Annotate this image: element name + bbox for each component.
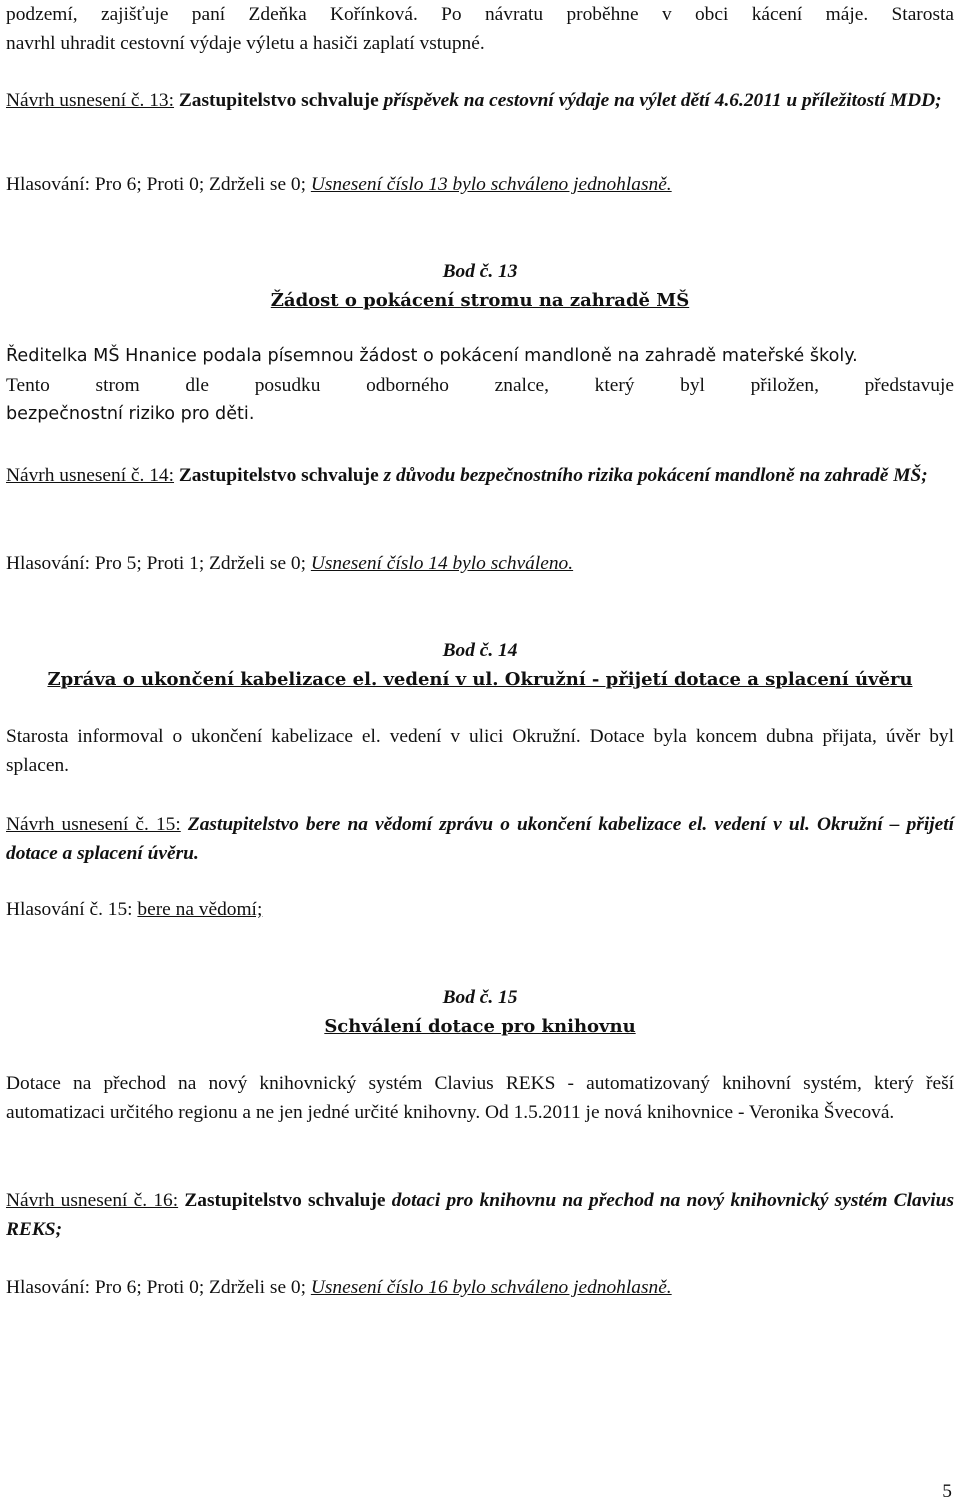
resolution-16	[6, 1186, 954, 1244]
vote-14-counts: Hlasování: Pro 5; Proti 1; Zdrželi se 0;	[6, 553, 306, 574]
vote-13	[6, 170, 954, 199]
bod-13-text-sans-2: bezpečnostní riziko pro děti.	[6, 404, 255, 424]
resolution-13-bold: Zastupitelstvo schvaluje	[178, 90, 379, 111]
resolution-13-prefix: Návrh usnesení č. 13:	[6, 90, 175, 111]
bod-14-text: Starosta informoval o ukončení kabelizace el. vedení v ulici Okružní. Dotace byla koncem dubna přijata, úvěr byl splacen.	[6, 726, 954, 776]
vote-13-counts: Hlasování: Pro 6; Proti 0; Zdrželi se 0;	[6, 174, 306, 195]
resolution-16-bold: Zastupitelstvo schvaluje	[184, 1190, 386, 1211]
bod-13-text-serif: Tento strom dle posudku odborného znalce, který byl přiložen, představuje	[6, 375, 954, 396]
vote-14	[6, 549, 954, 578]
bod-13-title: Žádost o pokácení stromu na zahradě MŠ	[270, 290, 690, 311]
resolution-14	[6, 461, 954, 490]
vote-15-result: bere na vědomí;	[137, 899, 263, 920]
intro-line-1: podzemí, zajišťuje paní Zdeňka Kořínková. Po návratu proběhne v obci kácení máje. Starosta	[6, 4, 954, 25]
bod-13-text	[6, 342, 954, 429]
intro-line-2: navrhl uhradit cestovní výdaje výletu a hasiči zaplatí vstupné.	[6, 33, 485, 54]
vote-15	[6, 895, 954, 924]
resolution-13	[6, 86, 954, 115]
vote-16	[6, 1273, 954, 1302]
resolution-15-prefix: Návrh usnesení č. 15:	[6, 814, 181, 835]
bod-13-text-sans: Ředitelka MŠ Hnanice podala písemnou žádost o pokácení mandloně na zahradě mateřské školy.	[6, 346, 858, 366]
bod-13-label: Bod č. 13	[442, 261, 518, 282]
bod-15-text: Dotace na přechod na nový knihovnický systém Clavius REKS - automatizovaný knihovní systém, který řeší automatizaci určitého regionu a ne jen jedné určité knihovny. Od 1.5.2011 je nová knihovnice - Veronika Švecová.	[6, 1073, 954, 1123]
page-number: 5	[942, 1481, 952, 1502]
vote-14-result: Usnesení číslo 14 bylo schváleno.	[310, 553, 574, 574]
resolution-14-bold: Zastupitelstvo schvaluje	[178, 465, 379, 486]
resolution-15-text: Zastupitelstvo bere na vědomí zprávu o ukončení kabelizace el. vedení v ul. Okružní – přijetí dotace a splacení úvěru.	[6, 814, 954, 864]
vote-16-result: Usnesení číslo 16 bylo schváleno jednohlasně.	[310, 1277, 672, 1298]
resolution-16-prefix: Návrh usnesení č. 16:	[6, 1190, 179, 1211]
vote-13-result: Usnesení číslo 13 bylo schváleno jednohlasně.	[310, 174, 672, 195]
vote-15-label: Hlasování č. 15:	[6, 899, 133, 920]
intro-paragraph	[6, 0, 954, 58]
bod-14-label: Bod č. 14	[442, 640, 518, 661]
bod-15-title: Schválení dotace pro knihovnu	[324, 1016, 636, 1037]
resolution-15	[6, 810, 954, 868]
bod-14-title: Zpráva o ukončení kabelizace el. vedení v ul. Okružní - přijetí dotace a splacení úvěru	[47, 669, 913, 690]
resolution-14-text: z důvodu bezpečnostního rizika pokácení mandloně na zahradě MŠ;	[383, 465, 928, 486]
bod-15-label: Bod č. 15	[442, 987, 518, 1008]
resolution-14-prefix: Návrh usnesení č. 14:	[6, 465, 175, 486]
resolution-13-text: příspěvek na cestovní výdaje na výlet dětí 4.6.2011 u příležitostí MDD;	[383, 90, 942, 111]
resolution-16-text: dotaci pro knihovnu na přechod na nový knihovnický systém Clavius REKS;	[6, 1190, 955, 1240]
vote-16-counts: Hlasování: Pro 6; Proti 0; Zdrželi se 0;	[6, 1277, 306, 1298]
